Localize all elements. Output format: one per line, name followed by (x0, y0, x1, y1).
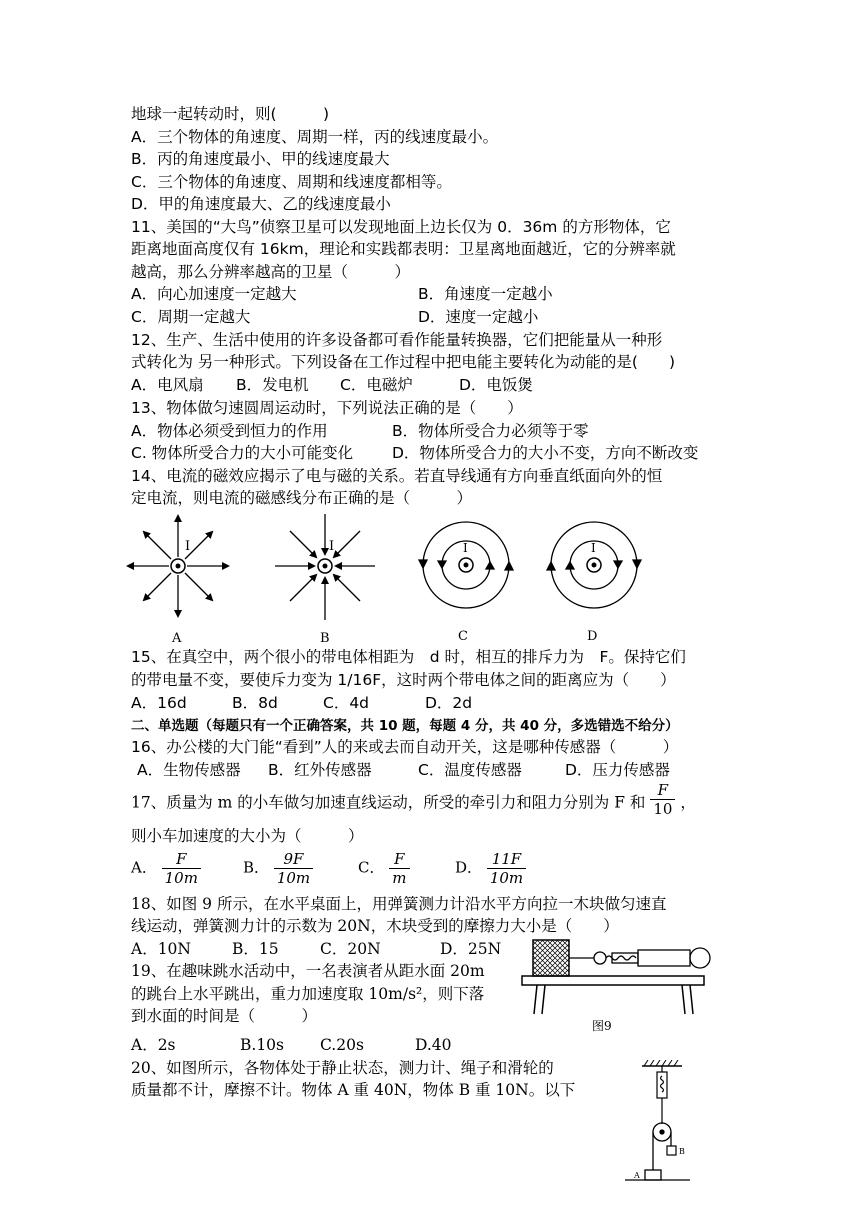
q18-option-d: D．25N (440, 940, 502, 958)
q17-option-c-num: F (389, 850, 409, 869)
q12-option-d: D．电饭煲 (459, 376, 533, 394)
figure-d-letter: D (587, 629, 598, 644)
q18-option-a: A．10N (131, 940, 191, 958)
pulley-spring-scale (657, 1066, 667, 1124)
q15-stem-line1: 15、在真空中，两个很小的带电体相距为 d 时，相互的排斥力为 F。保持它们 (131, 648, 686, 666)
q15-option-c: C．4d (323, 694, 370, 712)
q10-option-b: B．丙的角速度最小、甲的线速度最大 (131, 150, 390, 168)
q16-option-a: A．生物传感器 (137, 761, 241, 779)
q18-stem-line2: 线运动，弹簧测力计的示数为 20N，木块受到的摩擦力大小是（ ） (131, 917, 619, 935)
q17-option-b-den: 10m (276, 869, 311, 887)
q18-option-b: B．15 (232, 940, 279, 958)
figure-a-current-label: I (185, 539, 191, 554)
q14-stem-line2: 定电流，则电流的磁感线分布正确的是（ ） (131, 489, 473, 507)
figure-c-wire-dot (464, 563, 469, 568)
pulley-block-b (667, 1146, 676, 1155)
figure-a-letter: A (172, 631, 182, 646)
section2-heading: 二、单选题（每题只有一个正确答案，共 10 题，每题 4 分，共 40 分，多选错选不给分） (131, 718, 679, 734)
q15-option-d: D．2d (425, 694, 473, 712)
q11-stem-line3: 越高，那么分辨率越高的卫星（ ） (131, 263, 411, 281)
q17-option-d (455, 850, 526, 887)
q13-stem: 13、物体做匀速圆周运动时，下列说法正确的是（ ） (131, 399, 523, 417)
q17-option-c (358, 850, 410, 887)
q17-option-b-fraction (274, 850, 313, 887)
q14-field-figures (120, 508, 660, 648)
figure-c-current-label: I (463, 541, 468, 555)
figure-9-block (533, 940, 569, 976)
q11-option-b: B．角速度一定越小 (418, 285, 553, 303)
pulley-label-b: B (679, 1147, 685, 1156)
q20-stem-line1: 20、如图所示，各物体处于静止状态，测力计、绳子和滑轮的 (131, 1059, 554, 1077)
figure-b-letter: B (320, 631, 330, 646)
q17-option-a (131, 850, 201, 887)
q17-option-b-num: 9F (274, 850, 313, 869)
q19-option-b: B.10s (240, 1036, 284, 1054)
q11-option-a: A．向心加速度一定越大 (131, 285, 297, 303)
q19-option-c: C.20s (320, 1036, 364, 1054)
figure-9-spring-scale (569, 948, 710, 968)
q19-option-a: A．2s (131, 1036, 176, 1054)
figure-d-wire-dot (592, 563, 597, 568)
q12-option-c: C．电磁炉 (340, 376, 413, 394)
q17-stem-fraction-den: 10 (653, 800, 673, 818)
q13-option-d: D．物体所受合力的大小不变，方向不断改变 (392, 444, 699, 462)
q17-stem-text: 17、质量为 m 的小车做匀加速直线运动，所受的牵引力和阻力分别为 F 和 (131, 793, 646, 812)
q16-option-c: C．温度传感器 (418, 761, 522, 779)
q13-option-b: B．物体所受合力必须等于零 (392, 422, 589, 440)
figure-b-wire-dot (323, 564, 328, 569)
q11-stem-line2: 距离地面高度仅有 16km，理论和实践都表明：卫星离地面越近，它的分辨率就 (131, 240, 676, 258)
q12-option-a: A．电风扇 (131, 376, 204, 394)
q17-option-b-label: B． (243, 858, 270, 877)
q17-stem-line2: 则小车加速度的大小为（ ） (131, 827, 364, 845)
q17-option-a-num: F (162, 850, 201, 869)
q10-option-d: D．甲的角速度最大、乙的线速度最小 (131, 195, 391, 213)
q17-option-d-den: 10m (489, 869, 524, 887)
q11-option-c: C．周期一定越大 (131, 308, 251, 326)
q17-stem-fraction (650, 781, 675, 818)
q10-option-a: A．三个物体的角速度、周期一样，丙的线速度最小。 (131, 128, 499, 146)
q15-stem-line2: 的带电量不变，要使斥力变为 1/16F，这时两个带电体之间的距离应为（ ） (131, 671, 676, 689)
q16-option-d: D．压力传感器 (565, 761, 670, 779)
figure-9-table (522, 976, 704, 1014)
q12-option-b: B．发电机 (236, 376, 309, 394)
q10-option-c: C．三个物体的角速度、周期和线速度都相等。 (131, 173, 452, 191)
q19-stem-line1: 19、在趣味跳水活动中，一名表演者从距水面 20m (131, 962, 485, 980)
q17-option-c-label: C． (358, 858, 385, 877)
q17-option-d-num: 11F (487, 850, 526, 869)
q13-option-c: C. 物体所受合力的大小可能变化 (131, 444, 354, 462)
q17-option-a-label: A． (131, 858, 157, 877)
q14-stem-line1: 14、电流的磁效应揭示了电与磁的关系。若直导线通有方向垂直纸面向外的恒 (131, 467, 663, 485)
q17-stem-line1 (131, 781, 696, 818)
figure-a-wire-dot (176, 564, 181, 569)
q19-stem-line2: 的跳台上水平跳出，重力加速度取 10m/s²，则下落 (131, 985, 485, 1003)
q15-option-b: B．8d (232, 694, 278, 712)
q19-option-d: D.40 (415, 1036, 452, 1054)
q16-stem: 16、办公楼的大门能“看到”人的来或去而自动开关，这是哪种传感器（ ） (131, 738, 679, 756)
q12-stem-line2: 式转化为 另一种形式。下列设备在工作过程中把电能主要转化为动能的是( ) (131, 353, 676, 371)
pulley-ceiling (642, 1060, 682, 1066)
q17-option-d-label: D． (455, 858, 483, 877)
q17-option-c-den: m (392, 869, 407, 887)
figure-pulley-system (620, 1060, 710, 1185)
figure-9-caption: 图9 (592, 1019, 612, 1033)
q20-stem-line2: 质量都不计，摩擦不计。物体 A 重 40N，物体 B 重 10N。以下 (131, 1081, 576, 1099)
figure-9-spring-scale-table (510, 938, 720, 1038)
q16-option-b: B．红外传感器 (268, 761, 372, 779)
q13-option-a: A．物体必须受到恒力的作用 (131, 422, 328, 440)
figure-b-current-label: I (329, 539, 335, 554)
q18-option-c: C．20N (320, 940, 381, 958)
q17-option-d-fraction (487, 850, 526, 887)
q17-option-a-den: 10m (164, 869, 198, 887)
q15-option-a: A．16d (131, 694, 187, 712)
q11-option-d: D．速度一定越小 (418, 308, 539, 326)
q17-stem-comma: ， (680, 793, 696, 812)
q12-stem-line1: 12、生产、生活中使用的许多设备都可看作能量转换器，它们把能量从一种形 (131, 331, 663, 349)
q17-stem-fraction-num: F (650, 781, 675, 800)
figure-c-letter: C (458, 629, 468, 644)
q17-option-b (243, 850, 313, 887)
q17-option-a-fraction (162, 850, 201, 887)
pulley-label-a: A (634, 1171, 640, 1180)
q17-option-c-fraction (389, 850, 409, 887)
q10-stem: 地球一起转动时，则( ) (131, 105, 330, 123)
figure-d-current-label: I (591, 541, 596, 555)
q18-stem-line1: 18、如图 9 所示，在水平桌面上，用弹簧测力计沿水平方向拉一木块做匀速直 (131, 895, 667, 913)
q11-stem-line1: 11、美国的“大鸟”侦察卫星可以发现地面上边长仅为 0．36m 的方形物体，它 (131, 218, 671, 236)
q19-stem-line3: 到水面的时间是（ ） (131, 1007, 318, 1025)
